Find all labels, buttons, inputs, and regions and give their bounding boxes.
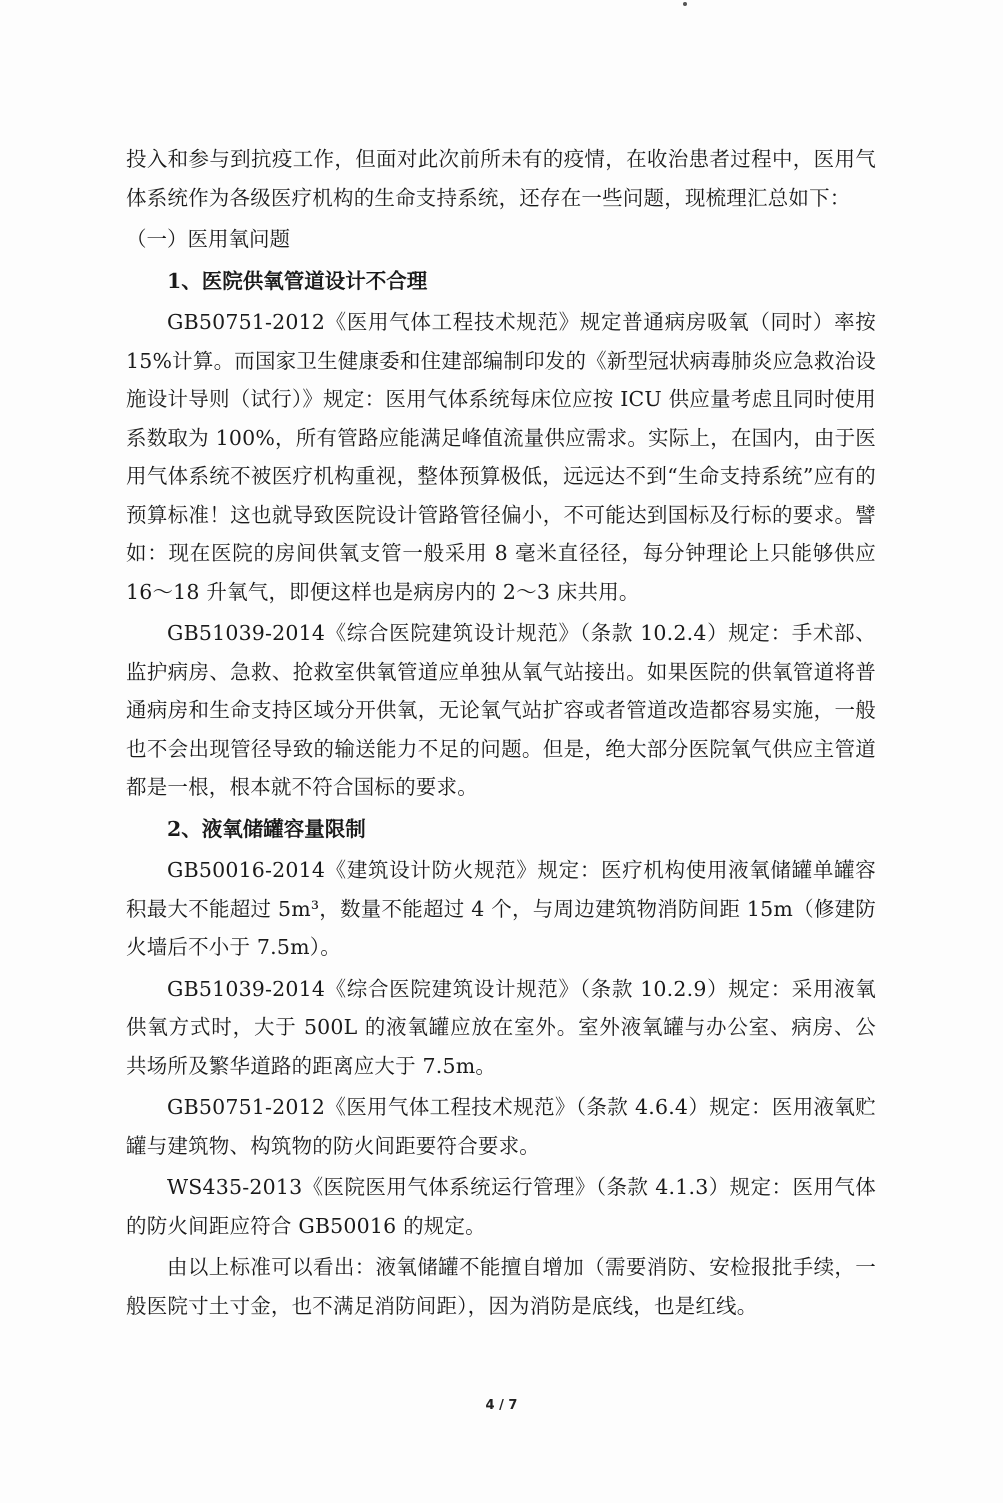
paragraph-gb50751-tank: GB50751-2012《医用气体工程技术规范》（条款 4.6.4）规定：医用液氧贮罐与建筑物、构筑物的防火间距要符合要求。 — [126, 1095, 876, 1158]
paragraph-intro: 投入和参与到抗疫工作，但面对此次前所未有的疫情，在收治患者过程中，医用气体系统作为各级医疗机构的生命支持系统，还存在一些问题，现梳理汇总如下： — [126, 147, 876, 210]
paragraph-ws435: WS435-2013《医院医用气体系统运行管理》（条款 4.1.3）规定：医用气体的防火间距应符合 GB50016 的规定。 — [126, 1175, 876, 1238]
scan-speck — [683, 2, 687, 6]
subheading-tank-capacity: 2、液氧储罐容量限制 — [167, 816, 366, 841]
paragraph-gb50016: GB50016-2014《建筑设计防火规范》规定：医疗机构使用液氧储罐单罐容积最大不能超过 5m³，数量不能超过 4 个，与周边建筑物消防间距 15m（修建防火墙后不小于 7.5m）。 — [126, 858, 876, 959]
paragraph-gb51039-pipeline: GB51039-2014《综合医院建筑设计规范》（条款 10.2.4）规定：手术部、监护病房、急救、抢救室供氧管道应单独从氧气站接出。如果医院的供氧管道将普通病房和生命支持区域分开供氧，无论氧气站扩容或者管道改造都容易实施，一般也不会出现管径导致的输送能力不足的问题。但是，绝大部分医院氧气供应主管道都是一根，根本就不符合国标的要求。 — [126, 621, 876, 799]
paragraph-gb51039-liquid-oxygen: GB51039-2014《综合医院建筑设计规范》（条款 10.2.9）规定：采用液氧供氧方式时，大于 500L 的液氧罐应放在室外。室外液氧罐与办公室、病房、公共场所及繁华道路的距离应大于 7.5m。 — [126, 976, 876, 1078]
page-number: 4 / 7 — [485, 1398, 518, 1413]
paragraph-conclusion: 由以上标准可以看出：液氧储罐不能擅自增加（需要消防、安检报批手续，一般医院寸土寸金，也不满足消防间距），因为消防是底线，也是红线。 — [126, 1255, 876, 1318]
paragraph-gb50751-occupancy: GB50751-2012《医用气体工程技术规范》规定普通病房吸氧（同时）率按15%计算。而国家卫生健康委和住建部编制印发的《新型冠状病毒肺炎应急救治设施设计导则（试行）》规定：医用气体系统每床位应按 ICU 供应量考虑且同时使用系数取为 100%，所有管路应能满足峰值流量供应需求。实际上，在国内，由于医用气体系统不被医疗机构重视，整体预算极低，远远达不到“生命支持系统”应有的预算标准！这也就导致医院设计管路管径偏小，不可能达到国标及行标的要求。譬如：现在医院的房间供氧支管一般采用 8 毫米直径径，每分钟理论上只能够供应 16～18 升氧气，即便这样也是病房内的 2～3 床共用。 — [126, 310, 876, 604]
subheading-pipeline-design: 1、医院供氧管道设计不合理 — [167, 268, 428, 293]
document-body — [126, 140, 876, 1328]
section-heading-oxygen: （一）医用氧问题 — [126, 227, 290, 251]
